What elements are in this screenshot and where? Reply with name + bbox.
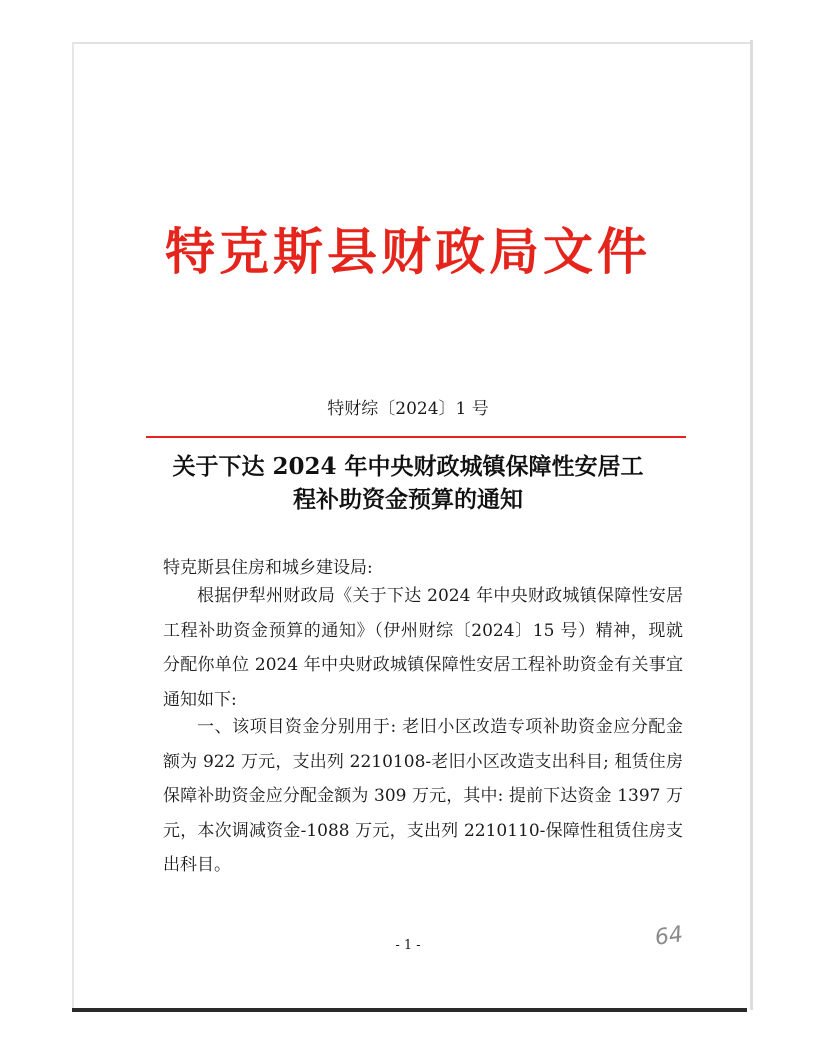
- scan-edge-top: [72, 42, 752, 44]
- document-number: 特财综〔2024〕1 号: [327, 399, 489, 419]
- notice-title-line-1: 关于下达 2024 年中央财政城镇保障性安居工: [172, 453, 644, 480]
- scan-edge-right: [750, 40, 753, 1010]
- scan-edge-left: [72, 42, 74, 1010]
- notice-title: [120, 450, 696, 516]
- recipient-line: 特克斯县住房和城乡建设局:: [163, 558, 373, 578]
- handwritten-mark: 64: [653, 922, 685, 951]
- document-header-title: 特克斯县财政局文件: [165, 222, 651, 281]
- body-paragraph-1: 根据伊犁州财政局《关于下达 2024 年中央财政城镇保障性安居工程补助资金预算的通知》（伊州财综〔2024〕15 号）精神，现就分配你单位 2024 年中央财政城镇保障性安居工程补助资金有关事宜通知如下:: [163, 586, 683, 710]
- notice-title-line-2: 程补助资金预算的通知: [293, 486, 523, 513]
- body-paragraph-2: 一、该项目资金分别用于: 老旧小区改造专项补助资金应分配金额为 922 万元，支出列 2210108-老旧小区改造支出科目; 租赁住房保障补助资金应分配金额为 309 万元，其中: 提前下达资金 1397 万元，本次调减资金-1088 万元，支出列 2210110-保障性租赁住房支出科目。: [163, 717, 683, 875]
- scan-edge-bottom: [72, 1008, 747, 1012]
- red-divider-line: [146, 436, 686, 438]
- page-number: - 1 -: [395, 938, 421, 953]
